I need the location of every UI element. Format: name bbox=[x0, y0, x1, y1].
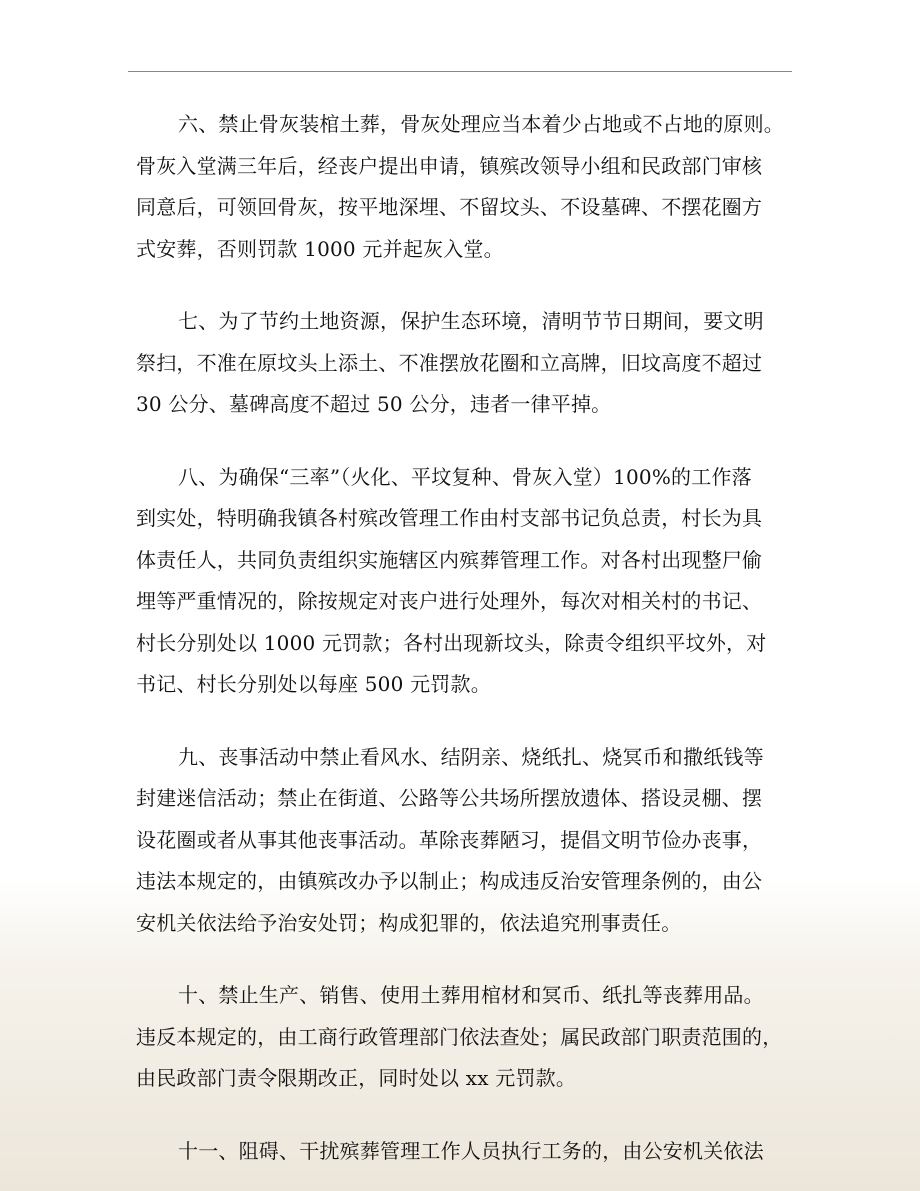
text-line: 安机关依法给予治安处罚；构成犯罪的，依法追究刑事责任。 bbox=[136, 910, 682, 935]
text-line: 违法本规定的，由镇殡改办予以制止；构成违反治安管理条例的，由公 bbox=[136, 869, 763, 893]
text-line: 骨灰入堂满三年后，经丧户提出申请，镇殡改领导小组和民政部门审核 bbox=[136, 153, 763, 178]
text-line: 埋等严重情况的，除按规定对丧户进行处理外，每次对相关村的书记、 bbox=[136, 589, 763, 613]
paragraph-6 bbox=[136, 104, 786, 270]
text-line: 违反本规定的，由工商行政管理部门依法查处；属民政部门职责范围的， bbox=[136, 1024, 783, 1049]
text-line: 七、为了节约土地资源，保护生态环境，清明节节日期间，要文明 bbox=[178, 309, 764, 333]
text-line: 设花圈或者从事其他丧事活动。革除丧葬陋习，提倡文明节俭办丧事， bbox=[136, 827, 763, 852]
text-line: 九、丧事活动中禁止看风水、结阴亲、烧纸扎、烧冥币和撒纸钱等 bbox=[178, 744, 764, 769]
text-line: 体责任人，共同负责组织实施辖区内殡葬管理工作。对各村出现整尸偷 bbox=[136, 547, 763, 572]
text-line: 八、为确保“三率”（火化、平坟复种、骨灰入堂）100%的工作落 bbox=[178, 464, 752, 489]
text-line: 六、禁止骨灰装棺土葬，骨灰处理应当本着少占地或不占地的原则。 bbox=[178, 112, 784, 136]
text-line: 祭扫，不准在原坟头上添土、不准摆放花圈和立高牌，旧坟高度不超过 bbox=[136, 350, 763, 375]
paragraph-7 bbox=[136, 301, 786, 426]
paragraph-11 bbox=[136, 1131, 786, 1173]
text-line: 十一、阻碍、干扰殡葬管理工作人员执行工务的，由公安机关依法 bbox=[178, 1138, 764, 1163]
text-line: 到实处，特明确我镇各村殡改管理工作由村支部书记负总责，村长为具 bbox=[136, 506, 763, 530]
text-line: 同意后，可领回骨灰，按平地深埋、不留坟头、不设墓碑、不摆花圈方 bbox=[136, 195, 763, 219]
text-line: 30 公分、墓碑高度不超过 50 公分，违者一律平掉。 bbox=[136, 392, 612, 416]
text-line: 由民政部门责令限期改正，同时处以 xx 元罚款。 bbox=[136, 1066, 577, 1090]
paragraph-9 bbox=[136, 737, 786, 945]
text-line: 书记、村长分别处以每座 500 元罚款。 bbox=[136, 672, 491, 696]
text-line: 式安葬，否则罚款 1000 元并起灰入堂。 bbox=[136, 236, 504, 261]
document-body bbox=[136, 104, 786, 1172]
paragraph-8 bbox=[136, 457, 786, 706]
paragraph-10 bbox=[136, 975, 786, 1100]
text-line: 封建迷信活动；禁止在街道、公路等公共场所摆放遗体、搭设灵棚、摆 bbox=[136, 786, 763, 810]
text-line: 十、禁止生产、销售、使用土葬用棺材和冥币、纸扎等丧葬用品。 bbox=[178, 983, 764, 1007]
header-rule bbox=[128, 71, 792, 72]
text-line: 村长分别处以 1000 元罚款；各村出现新坟头，除责令组织平坟外，对 bbox=[136, 630, 767, 655]
